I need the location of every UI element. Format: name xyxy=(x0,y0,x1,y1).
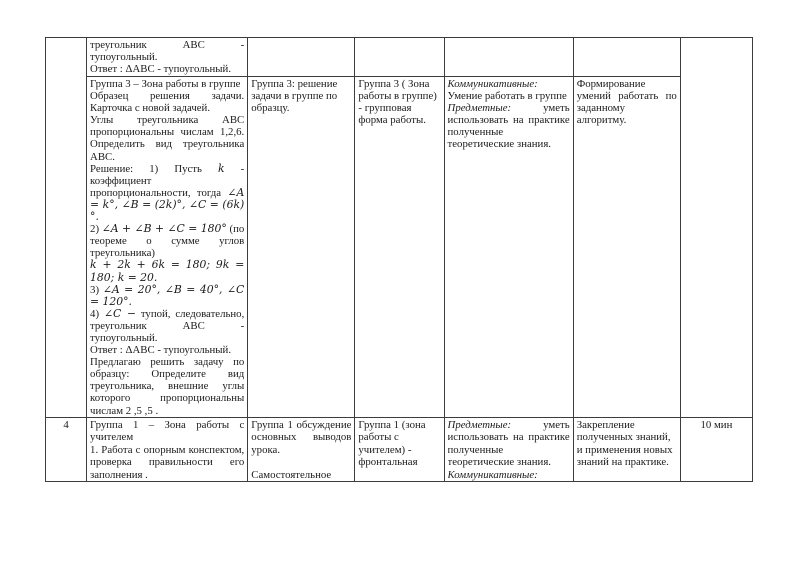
stage-number: 4 xyxy=(63,419,69,431)
paragraph: Закрепление полученных знаний, и применения новых знаний на практике. xyxy=(576,419,673,469)
cell-work-form-empty xyxy=(355,38,444,77)
text-segment: уметь использовать на практике полученные теоретические знания. xyxy=(447,102,570,151)
table-row-continuation xyxy=(46,38,753,77)
cell-work-form-group3 xyxy=(355,77,444,418)
text-segment: 4) xyxy=(90,307,104,320)
math-segment: ∠C − xyxy=(103,306,136,320)
paragraph xyxy=(448,102,570,150)
paragraph: Группа 1 (зона работы с учителем) - фронтальная xyxy=(358,419,426,469)
cell-uud-group3 xyxy=(444,77,573,418)
table-row-group3 xyxy=(46,77,753,418)
cell-content xyxy=(577,419,677,481)
paragraph: Группа 1 обсуждение основных выводов урока. xyxy=(251,419,352,456)
paragraph: Группа 3 ( Зона работы в группе) - групповая форма работы. xyxy=(358,78,437,127)
math-segment: k xyxy=(218,161,225,175)
cell-student-activity-empty xyxy=(248,38,355,77)
cell-student-activity-group1 xyxy=(248,418,355,482)
paragraph xyxy=(448,419,570,469)
cell-work-form-group1 xyxy=(355,418,444,482)
time-value: 10 мин xyxy=(700,419,733,431)
paragraph: Предлагаю решить задачу по образцу: Определите вид треугольника, внешние углы которого пропорциональны числам 2 ,5 ,5 . xyxy=(90,356,245,417)
paragraph: Углы треугольника АВС пропорциональны числам 1,2,6. Определить вид треугольника АВС. xyxy=(90,114,245,163)
cell-result-group3 xyxy=(573,77,680,418)
text-segment: уметь использовать на практике полученные теоретические знания. xyxy=(447,419,570,469)
paragraph xyxy=(90,163,244,223)
cell-content xyxy=(358,419,440,481)
text-segment: - коэффициент пропорциональности, тогда xyxy=(90,162,245,199)
uud-subject-label: Предметные: xyxy=(447,419,512,431)
paragraph xyxy=(90,223,244,259)
cell-result-empty xyxy=(573,38,680,77)
math-segment: ∠A + ∠B + ∠C = 180° xyxy=(101,222,227,236)
cell-content xyxy=(251,419,351,481)
paragraph: Группа 1 – Зона работы с учителем xyxy=(90,419,245,444)
paragraph: Умение работать в группе xyxy=(447,90,567,103)
paragraph xyxy=(90,308,244,344)
cell-content xyxy=(90,419,244,481)
uud-communicative-label: Коммуникативные: xyxy=(447,468,538,481)
cell-uud-empty xyxy=(444,38,573,77)
cell-stage-number xyxy=(46,418,87,482)
text-segment: 2) xyxy=(90,223,102,236)
text-segment: тупой, следовательно, треугольник АВС - тупоугольный. xyxy=(90,307,245,344)
cell-time xyxy=(680,418,752,482)
math-segment: ∠A = k°, ∠B = (2k)°, ∠C = (6k)°. xyxy=(90,185,245,224)
cell-content xyxy=(90,78,244,417)
uud-communicative-label: Коммуникативные: xyxy=(447,78,538,90)
cell-teacher-activity-group1 xyxy=(87,418,248,482)
math-line: k + 2k + 6k = 180; 9k = 180; k = 20. xyxy=(90,258,245,284)
text-segment: Решение: 1) Пусть xyxy=(90,162,219,175)
cell-teacher-activity-group3 xyxy=(87,77,248,418)
paragraph: Группа 3: решение задачи в группе по образцу. xyxy=(251,78,338,115)
paragraph: 1. Работа с опорным конспектом, проверка правильности его заполнения . xyxy=(90,443,245,481)
text-segment: (по теореме о сумме углов треугольника) xyxy=(90,223,245,260)
cell-student-activity-group3 xyxy=(248,77,355,418)
cell-content xyxy=(90,39,244,76)
cell-content xyxy=(448,419,570,481)
math-segment: ∠A = 20°, ∠B = 40°, ∠C = 120°. xyxy=(90,282,245,308)
paragraph: треугольник АВС - тупоугольный. xyxy=(90,39,245,64)
paragraph: Образец решения задачи. Карточка с новой задачей. xyxy=(90,90,245,115)
answer-line: Ответ : ΔАВС - тупоугольный. xyxy=(90,63,232,76)
answer-line: Ответ : ΔАВС - тупоугольный. xyxy=(90,344,232,357)
text-segment: 3) xyxy=(90,283,103,296)
table-row-group1 xyxy=(46,418,753,482)
paragraph: Группа 3 – Зона работы в группе xyxy=(90,78,241,90)
uud-subject-label: Предметные: xyxy=(447,102,512,115)
paragraph: Формирование умений работать по заданному алгоритму. xyxy=(576,78,677,127)
paragraph xyxy=(90,284,244,308)
cell-uud-group1 xyxy=(444,418,573,482)
cell-teacher-activity-continued xyxy=(87,38,248,77)
paragraph: Самостоятельное xyxy=(251,468,332,481)
cell-result-group1 xyxy=(573,418,680,482)
lesson-plan-table xyxy=(45,37,753,482)
cell-time-empty xyxy=(680,38,752,418)
cell-stage-number-empty xyxy=(46,38,87,418)
